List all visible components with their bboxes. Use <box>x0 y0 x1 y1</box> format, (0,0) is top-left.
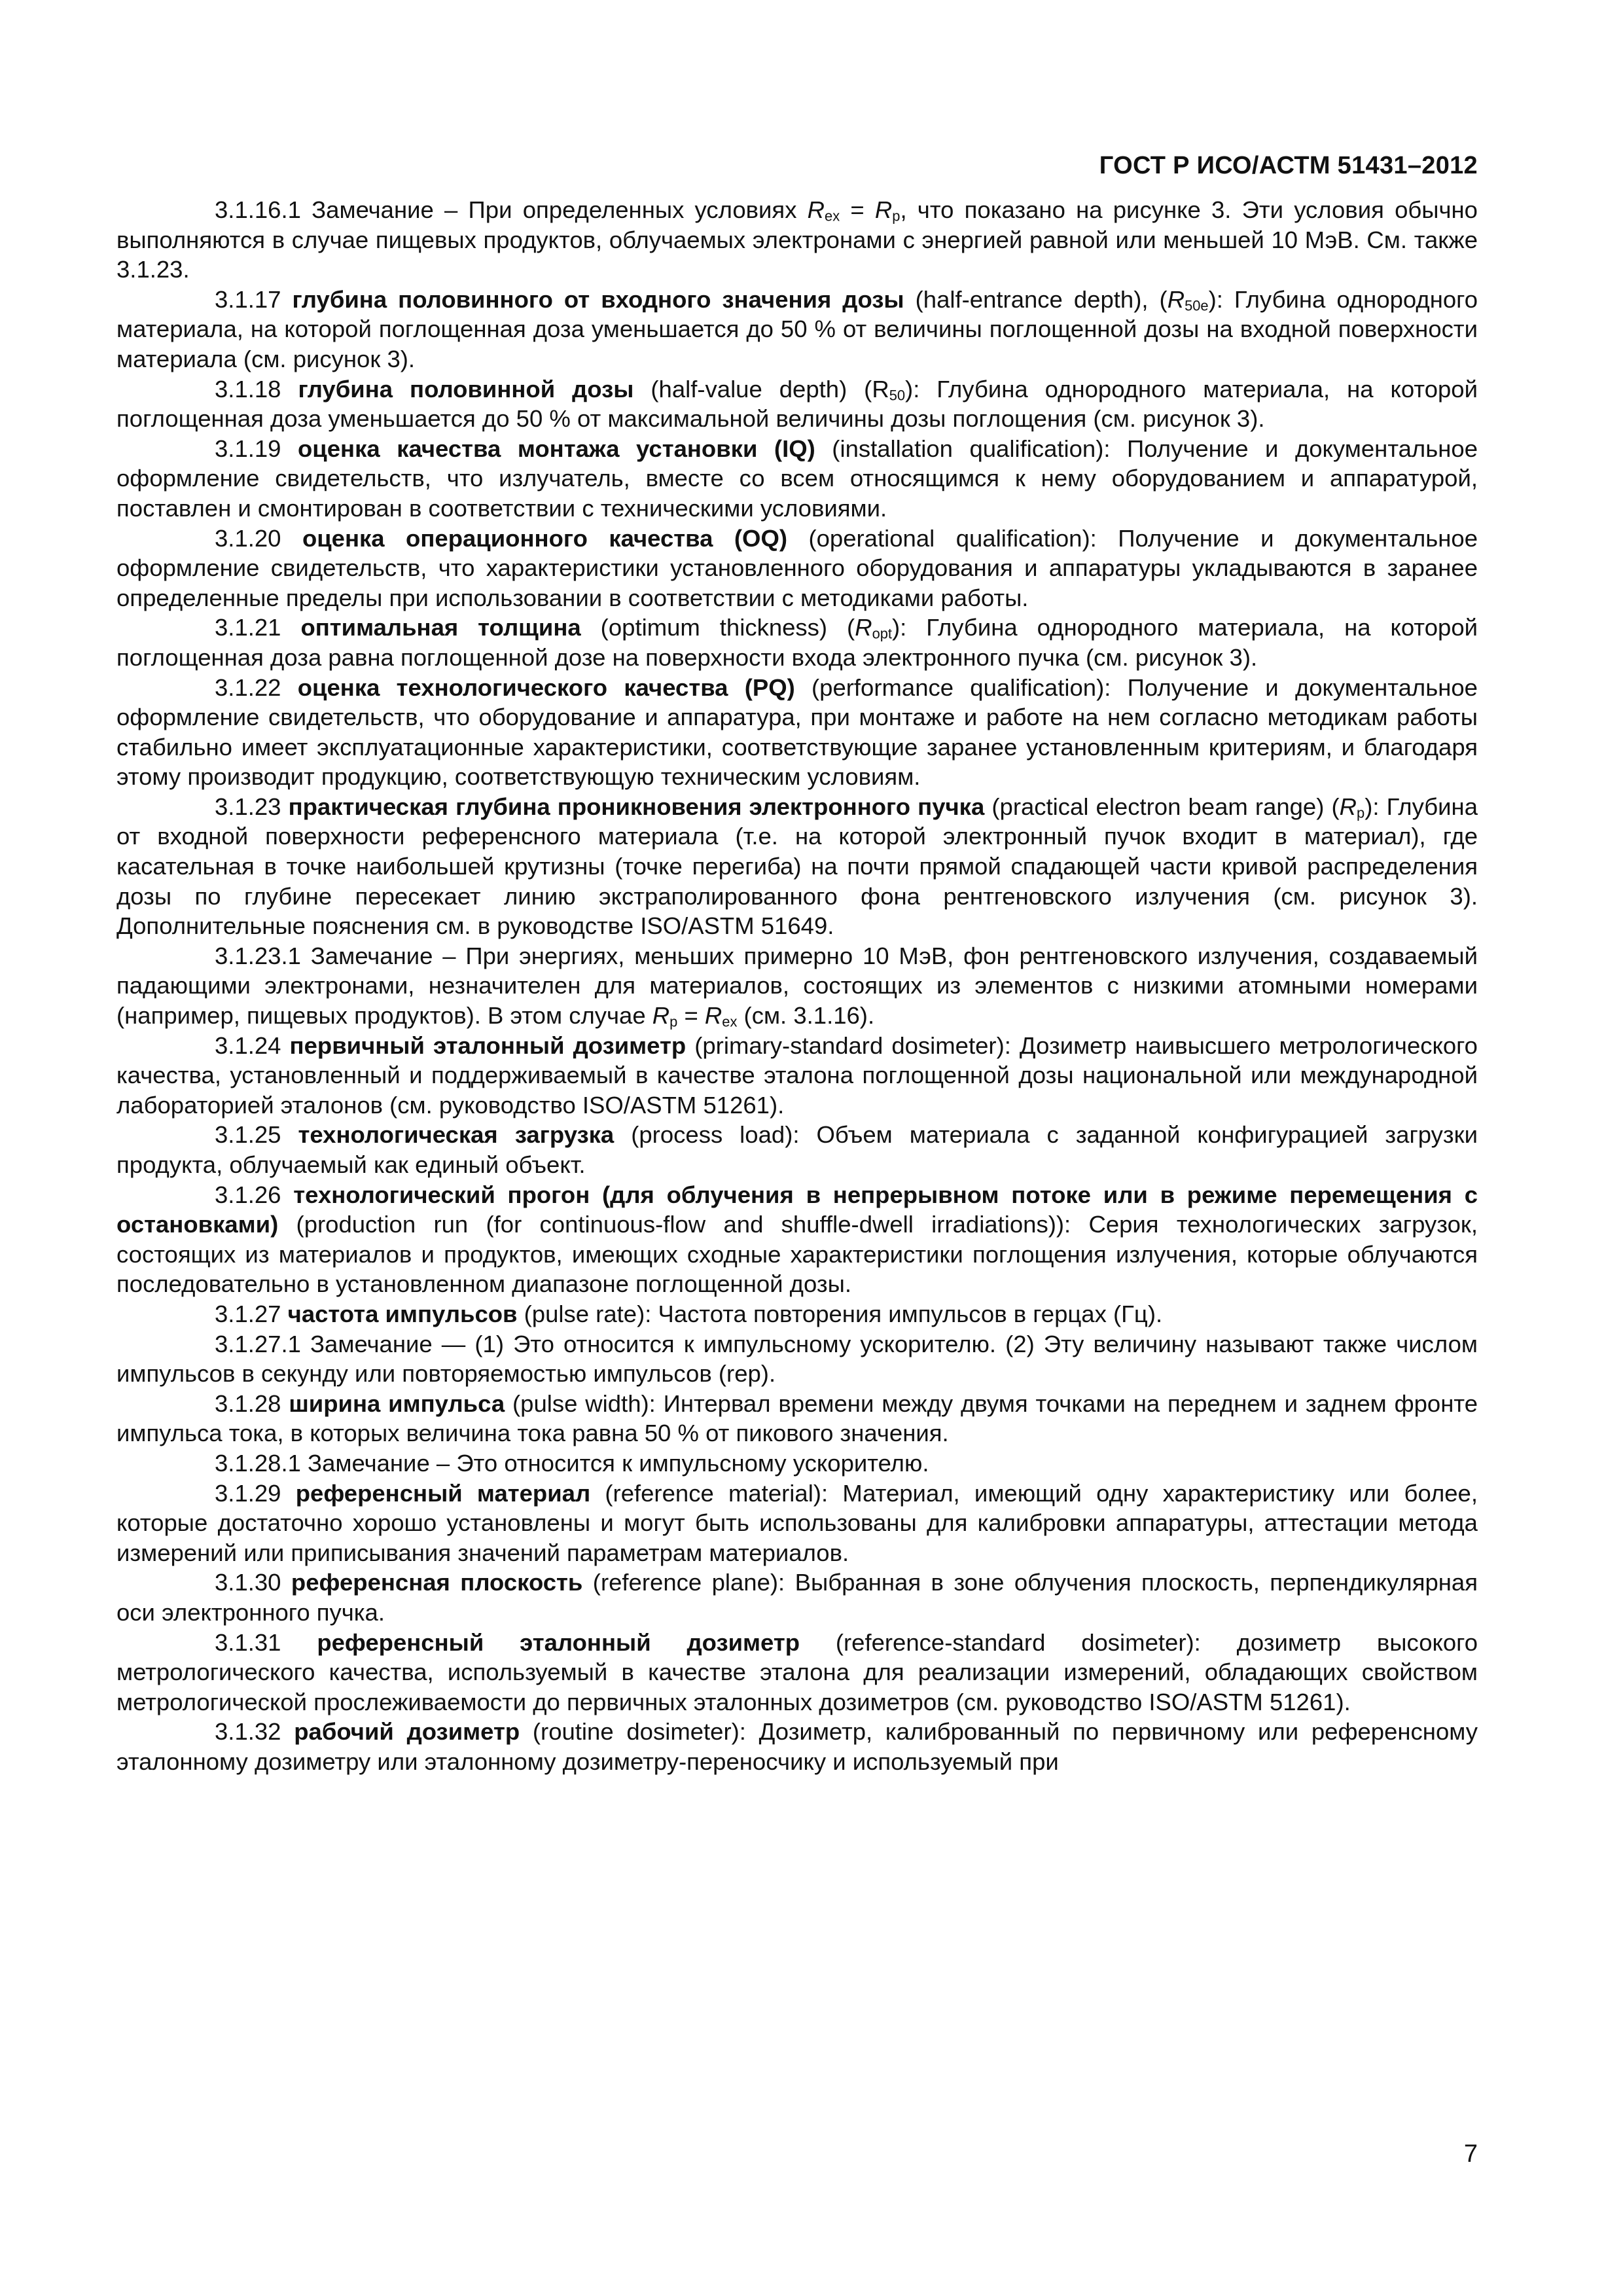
term: ширина импульса <box>289 1390 505 1417</box>
clause-number: 3.1.18 <box>215 375 298 403</box>
note-text: , что показано на рисунке 3. Эти условия обычно выполняются в случае пищевых продуктов, облучаемых электронами с энергией равной или меньшей 10 МэВ. См. также 3.1.23. <box>116 196 1478 283</box>
symbol-r: R <box>807 196 825 223</box>
definition-3-1-17 <box>116 285 1478 374</box>
equals-sign: = <box>840 196 875 223</box>
definition-text: ): Глубина однородного материала, на которой поглощенная доза уменьшается до 50 % от максимальной величины дозы поглощения (см. рисунок 3). <box>116 375 1478 433</box>
definition-text: (pulse rate): Частота повторения импульсов в герцах (Гц). <box>517 1300 1163 1327</box>
clause-number: 3.1.27 <box>215 1300 288 1327</box>
clause-number: 3.1.32 <box>215 1718 294 1746</box>
definition-3-1-23 <box>116 792 1478 941</box>
clause-number: 3.1.17 <box>215 285 293 313</box>
note-text: 3.1.27.1 Замечание — (1) Это относится к импульсному ускорителю. (2) Эту величину называют также числом импульсов в секунду или повторяемостью импульсов (rep). <box>116 1330 1478 1388</box>
clause-number: 3.1.31 <box>215 1628 317 1656</box>
term: практическая глубина проникновения электронного пучка <box>288 793 985 820</box>
symbol-subscript: p <box>669 1013 678 1030</box>
term: первичный эталонный дозиметр <box>289 1031 687 1059</box>
term: рабочий дозиметр <box>294 1718 520 1746</box>
term: референсная плоскость <box>291 1569 583 1596</box>
clause-number: 3.1.30 <box>215 1569 291 1596</box>
term: глубина половинного от входного значения дозы <box>292 285 904 313</box>
definition-text: ): Глубина от входной поверхности референсного материала (т.е. на которой электронный пучок входит в материал), где касательная в точке наибольшей крутизны (точке перегиба) на почти прямой спадающей части кривой распределения дозы по глубине пересекает линию экстраполированного фона рентгеновского излучения (см. рисунок 3). Дополнительные пояснения см. в руководстве ISO/ASTM 51649. <box>116 793 1478 940</box>
symbol-subscript: 50 <box>889 386 906 403</box>
symbol-r: R <box>704 1002 722 1030</box>
symbol-subscript: p <box>892 207 901 224</box>
definition-text: (performance qualification): Получение и документальное оформление свидетельств, что оборудование и аппаратура, при монтаже и работе на нем согласно методикам работы стабильно имеет эксплуатационные характеристики, соответствующие заранее установленным критериям, и благодаря этому производит продукцию, соответствующую техническим условиям. <box>116 673 1478 791</box>
symbol-subscript: p <box>1357 804 1365 821</box>
definition-text: (production run (for continuous-flow and shuffle-dwell irradiations)): Серия технологических загрузок, состоящих из материалов и продуктов, имеющих сходные характеристики поглощения излучения, которые облучаются последовательно в установленном диапазоне поглощенной дозы. <box>116 1211 1478 1298</box>
definition-3-1-26 <box>116 1180 1478 1299</box>
symbol-r: R <box>855 614 872 641</box>
clause-number: 3.1.23 <box>215 793 289 820</box>
definition-text: ): Глубина однородного материала, на которой поглощенная доза уменьшается до 50 % от величины поглощенной дозы на входной поверхности материала (см. рисунок 3). <box>116 285 1478 372</box>
definition-3-1-21 <box>116 613 1478 672</box>
definition-text: (reference material): Материал, имеющий одну характеристику или более, которые достаточно хорошо установлены и могут быть использованы для калибровки аппаратуры, аттестации метода измерений или приписывания значений параметрам материалов. <box>116 1479 1478 1566</box>
term: референсный эталонный дозиметр <box>317 1628 800 1656</box>
term: технологическая загрузка <box>298 1121 615 1149</box>
definition-3-1-22 <box>116 673 1478 792</box>
paragraph-3-1-28-1 <box>116 1448 1478 1479</box>
document-code-header: ГОСТ Р ИСО/АСТМ 51431–2012 <box>1099 152 1478 179</box>
symbol-r: R <box>652 1002 670 1030</box>
document-body <box>116 195 1478 1776</box>
definition-3-1-20 <box>116 524 1478 613</box>
clause-number: 3.1.25 <box>215 1121 298 1149</box>
clause-number: 3.1.21 <box>215 614 301 641</box>
symbol-subscript: ex <box>825 207 840 224</box>
term: оценка технологического качества (PQ) <box>297 673 795 701</box>
symbol-subscript: ex <box>722 1013 738 1030</box>
definition-3-1-30 <box>116 1568 1478 1627</box>
note-text: (см. 3.1.16). <box>737 1002 875 1030</box>
symbol-r: R <box>874 196 893 223</box>
definition-text: (reference plane): Выбранная в зоне облучения плоскость, перпендикулярная оси электронного пучка. <box>116 1569 1478 1626</box>
symbol-r: R <box>1339 793 1357 820</box>
term: референсный материал <box>295 1479 591 1507</box>
definition-text: (half-value depth) (R <box>633 375 889 403</box>
term: частота импульсов <box>287 1300 518 1327</box>
definition-3-1-18 <box>116 374 1478 434</box>
paragraph-3-1-23-1 <box>116 941 1478 1031</box>
symbol-r: R <box>1167 285 1185 313</box>
definition-text: (routine dosimeter): Дозиметр, калиброванный по первичному или референсному эталонному дозиметру или эталонному дозиметру-переносчику и используемый при <box>116 1718 1478 1775</box>
definition-3-1-19 <box>116 434 1478 524</box>
clause-number: 3.1.22 <box>215 673 298 701</box>
definition-3-1-29 <box>116 1479 1478 1568</box>
term: оптимальная толщина <box>300 614 581 641</box>
definition-text: (process load): Объем материала с заданной конфигурацией загрузки продукта, облучаемый как единый объект. <box>116 1121 1478 1178</box>
clause-number: 3.1.19 <box>215 435 298 462</box>
definition-text: ): Глубина однородного материала, на которой поглощенная доза равна поглощенной дозе на поверхности входа электронного пучка (см. рисунок 3). <box>116 614 1478 671</box>
term: глубина половинной дозы <box>298 375 634 403</box>
note-text: 3.1.16.1 Замечание – При определенных условиях <box>215 196 808 223</box>
definition-text: (reference-standard dosimeter): дозиметр высокого метрологического качества, используемый в качестве эталона для реализации измерений, обладающих свойством метрологической прослеживаемости до первичных эталонных дозиметров (см. руководство ISO/ASTM 51261). <box>116 1628 1478 1715</box>
clause-number: 3.1.24 <box>215 1031 290 1059</box>
paragraph-3-1-27-1 <box>116 1329 1478 1389</box>
term: технологический прогон (для облучения в непрерывном потоке или в режиме перемещения с остановками) <box>116 1181 1478 1238</box>
clause-number: 3.1.29 <box>215 1479 296 1507</box>
definition-text: (operational qualification): Получение и документальное оформление свидетельств, что характеристики установленного оборудования и аппаратуры укладываются в заранее определенные пределы при использовании в соответствии с методиками работы. <box>116 524 1478 611</box>
note-text: 3.1.23.1 Замечание – При энергиях, меньших примерно 10 МэВ, фон рентгеновского излучения, создаваемый падающими электронами, незначителен для материалов, состоящих из элементов с низкими атомными номерами (например, пищевых продуктов). В этом случае <box>116 942 1478 1030</box>
definition-3-1-28 <box>116 1389 1478 1448</box>
equals-sign: = <box>677 1002 705 1030</box>
definition-text: (half-entrance depth), ( <box>904 285 1168 313</box>
symbol-subscript: opt <box>872 625 892 642</box>
definition-3-1-24 <box>116 1031 1478 1121</box>
definition-3-1-32 <box>116 1717 1478 1776</box>
definition-3-1-27 <box>116 1299 1478 1329</box>
clause-number: 3.1.28 <box>215 1390 289 1417</box>
definition-text: (installation qualification): Получение и документальное оформление свидетельств, что излучатель, вместе со всем относящимся к нему оборудованием и аппаратурой, поставлен и смонтирован в соответствии с техническими условиями. <box>116 435 1478 522</box>
page-number: 7 <box>1463 2140 1478 2168</box>
definition-text: (optimum thickness) ( <box>580 614 855 641</box>
term: оценка операционного качества (OQ) <box>302 524 787 552</box>
paragraph-3-1-16-1 <box>116 195 1478 285</box>
clause-number: 3.1.26 <box>215 1181 294 1208</box>
symbol-subscript: 50e <box>1185 297 1209 314</box>
definition-text: (practical electron beam range) ( <box>984 793 1340 820</box>
note-text: 3.1.28.1 Замечание – Это относится к импульсному ускорителю. <box>215 1449 929 1477</box>
definition-3-1-25 <box>116 1120 1478 1179</box>
term: оценка качества монтажа установки (IQ) <box>298 435 815 462</box>
definition-text: (primary-standard dosimeter): Дозиметр наивысшего метрологического качества, установленный и поддерживаемый в качестве эталона поглощенной дозы национальной или международной лабораторией эталонов (см. руководство ISO/ASTM 51261). <box>116 1031 1478 1119</box>
definition-text: (pulse width): Интервал времени между двумя точками на переднем и заднем фронте импульса тока, в которых величина тока равна 50 % от пикового значения. <box>116 1390 1478 1447</box>
clause-number: 3.1.20 <box>215 524 302 552</box>
definition-3-1-31 <box>116 1628 1478 1717</box>
